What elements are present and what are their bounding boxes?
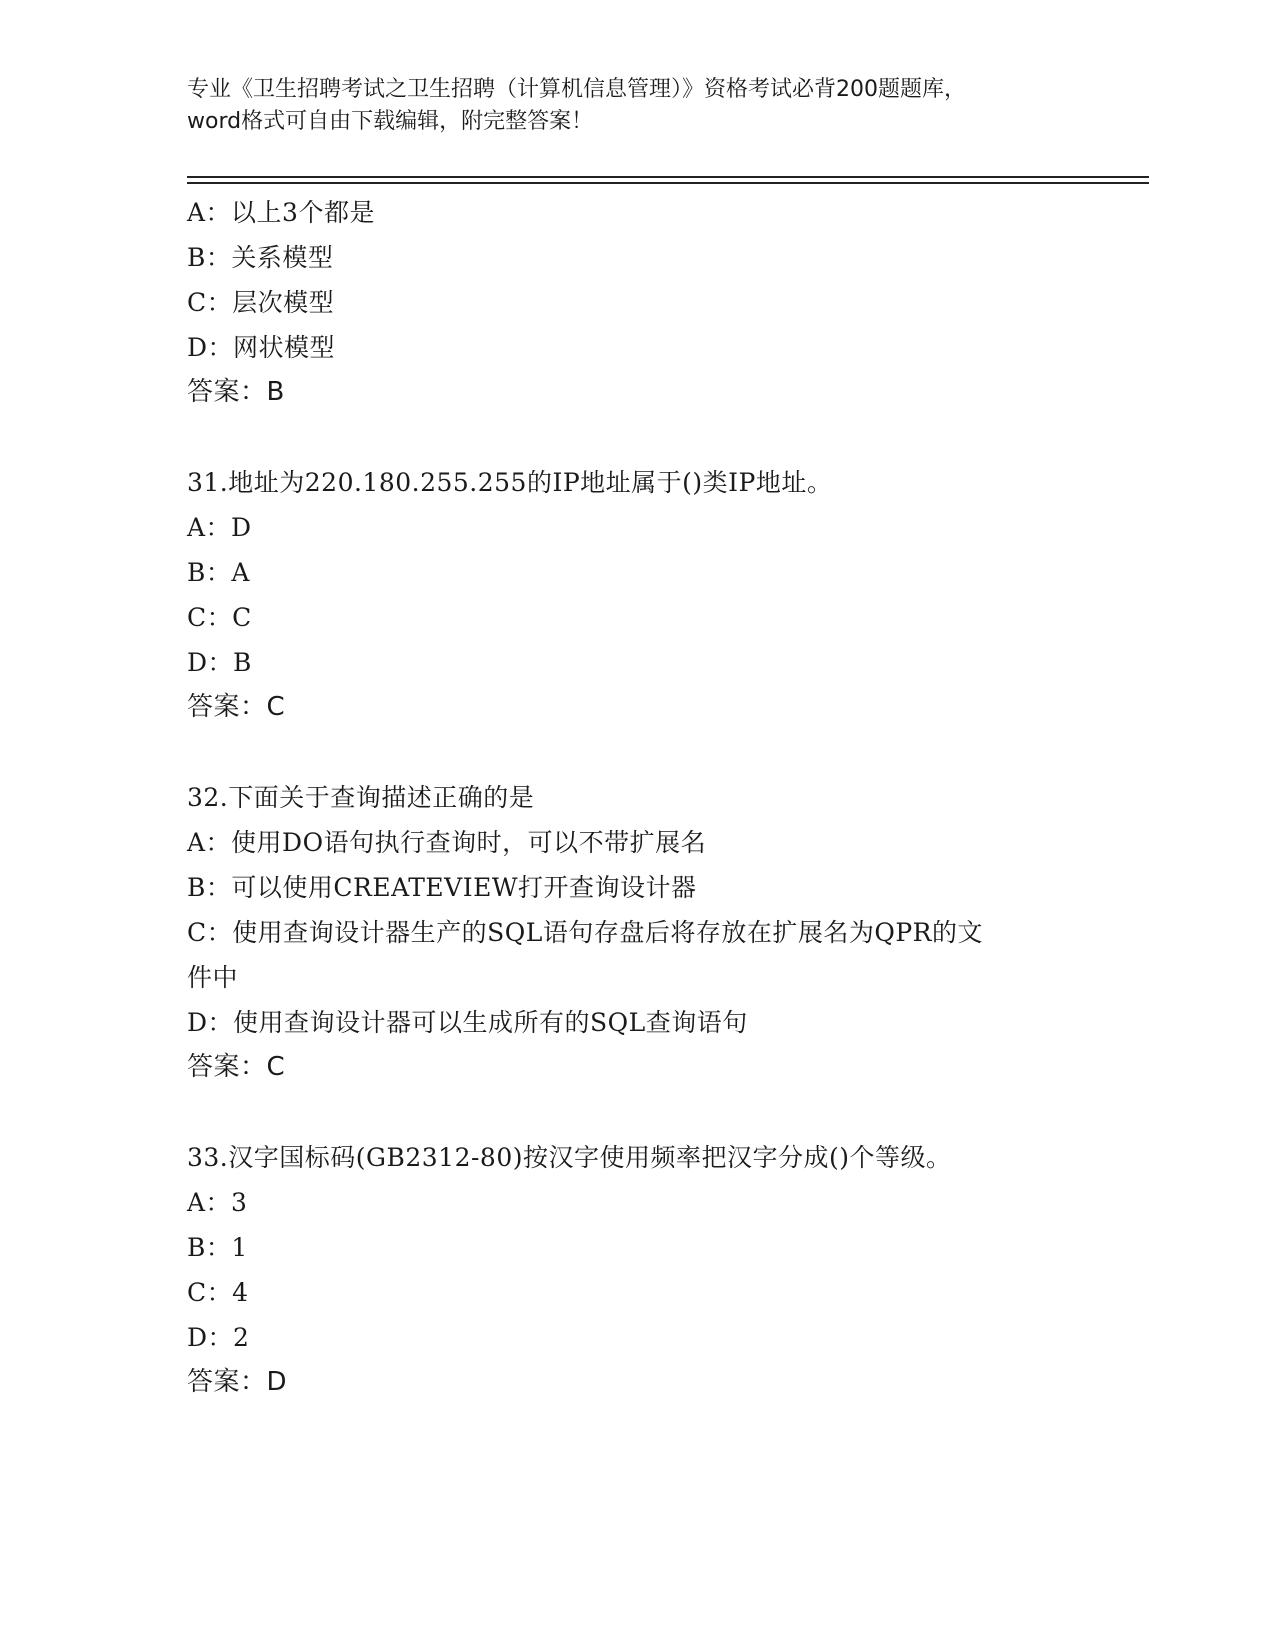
spacer (187, 415, 1087, 460)
option-d: D：网状模型 (187, 333, 336, 362)
answer-line: 答案：C (187, 692, 286, 722)
question-31 (187, 460, 1087, 730)
option-d: D：B (187, 648, 252, 677)
option-c: C：C (187, 603, 252, 632)
question-stem: 33.汉字国标码(GB2312-80)按汉字使用频率把汉字分成()个等级。 (187, 1143, 952, 1172)
question-33 (187, 1135, 1087, 1405)
option-a: A：以上3个都是 (187, 198, 375, 227)
option-c: C：层次模型 (187, 288, 335, 317)
answer-line: 答案：D (187, 1367, 288, 1397)
answer-line: 答案：C (187, 1052, 286, 1082)
header-line-1: 专业《卫生招聘考试之卫生招聘（计算机信息管理）》资格考试必背200题题库， (187, 77, 966, 102)
option-c: C：使用查询设计器生产的SQL语句存盘后将存放在扩展名为QPR的文 (187, 918, 983, 947)
spacer (187, 1090, 1087, 1135)
option-b: B：可以使用CREATEVIEW打开查询设计器 (187, 873, 697, 902)
option-b: B：1 (187, 1233, 248, 1262)
spacer (187, 730, 1087, 775)
option-d: D：2 (187, 1323, 250, 1352)
document-header (187, 74, 1087, 138)
option-a: A：3 (187, 1188, 248, 1217)
header-line-2: word格式可自由下载编辑，附完整答案！ (187, 109, 594, 134)
question-32 (187, 775, 1087, 1090)
option-a: A：使用DO语句执行查询时，可以不带扩展名 (187, 828, 707, 857)
header-divider-top (187, 176, 1149, 178)
question-stem: 31.地址为220.180.255.255的IP地址属于()类IP地址。 (187, 468, 833, 497)
header-divider-bottom (187, 182, 1149, 184)
question-30 (187, 190, 1087, 415)
answer-line: 答案：B (187, 377, 285, 407)
option-a: A：D (187, 513, 252, 542)
option-d: D：使用查询设计器可以生成所有的SQL查询语句 (187, 1008, 748, 1037)
question-list (187, 190, 1087, 1405)
option-b: B：A (187, 558, 250, 587)
option-c: C：4 (187, 1278, 249, 1307)
option-b: B：关系模型 (187, 243, 334, 272)
option-c-continuation: 件中 (187, 963, 239, 992)
question-stem: 32.下面关于查询描述正确的是 (187, 783, 535, 812)
